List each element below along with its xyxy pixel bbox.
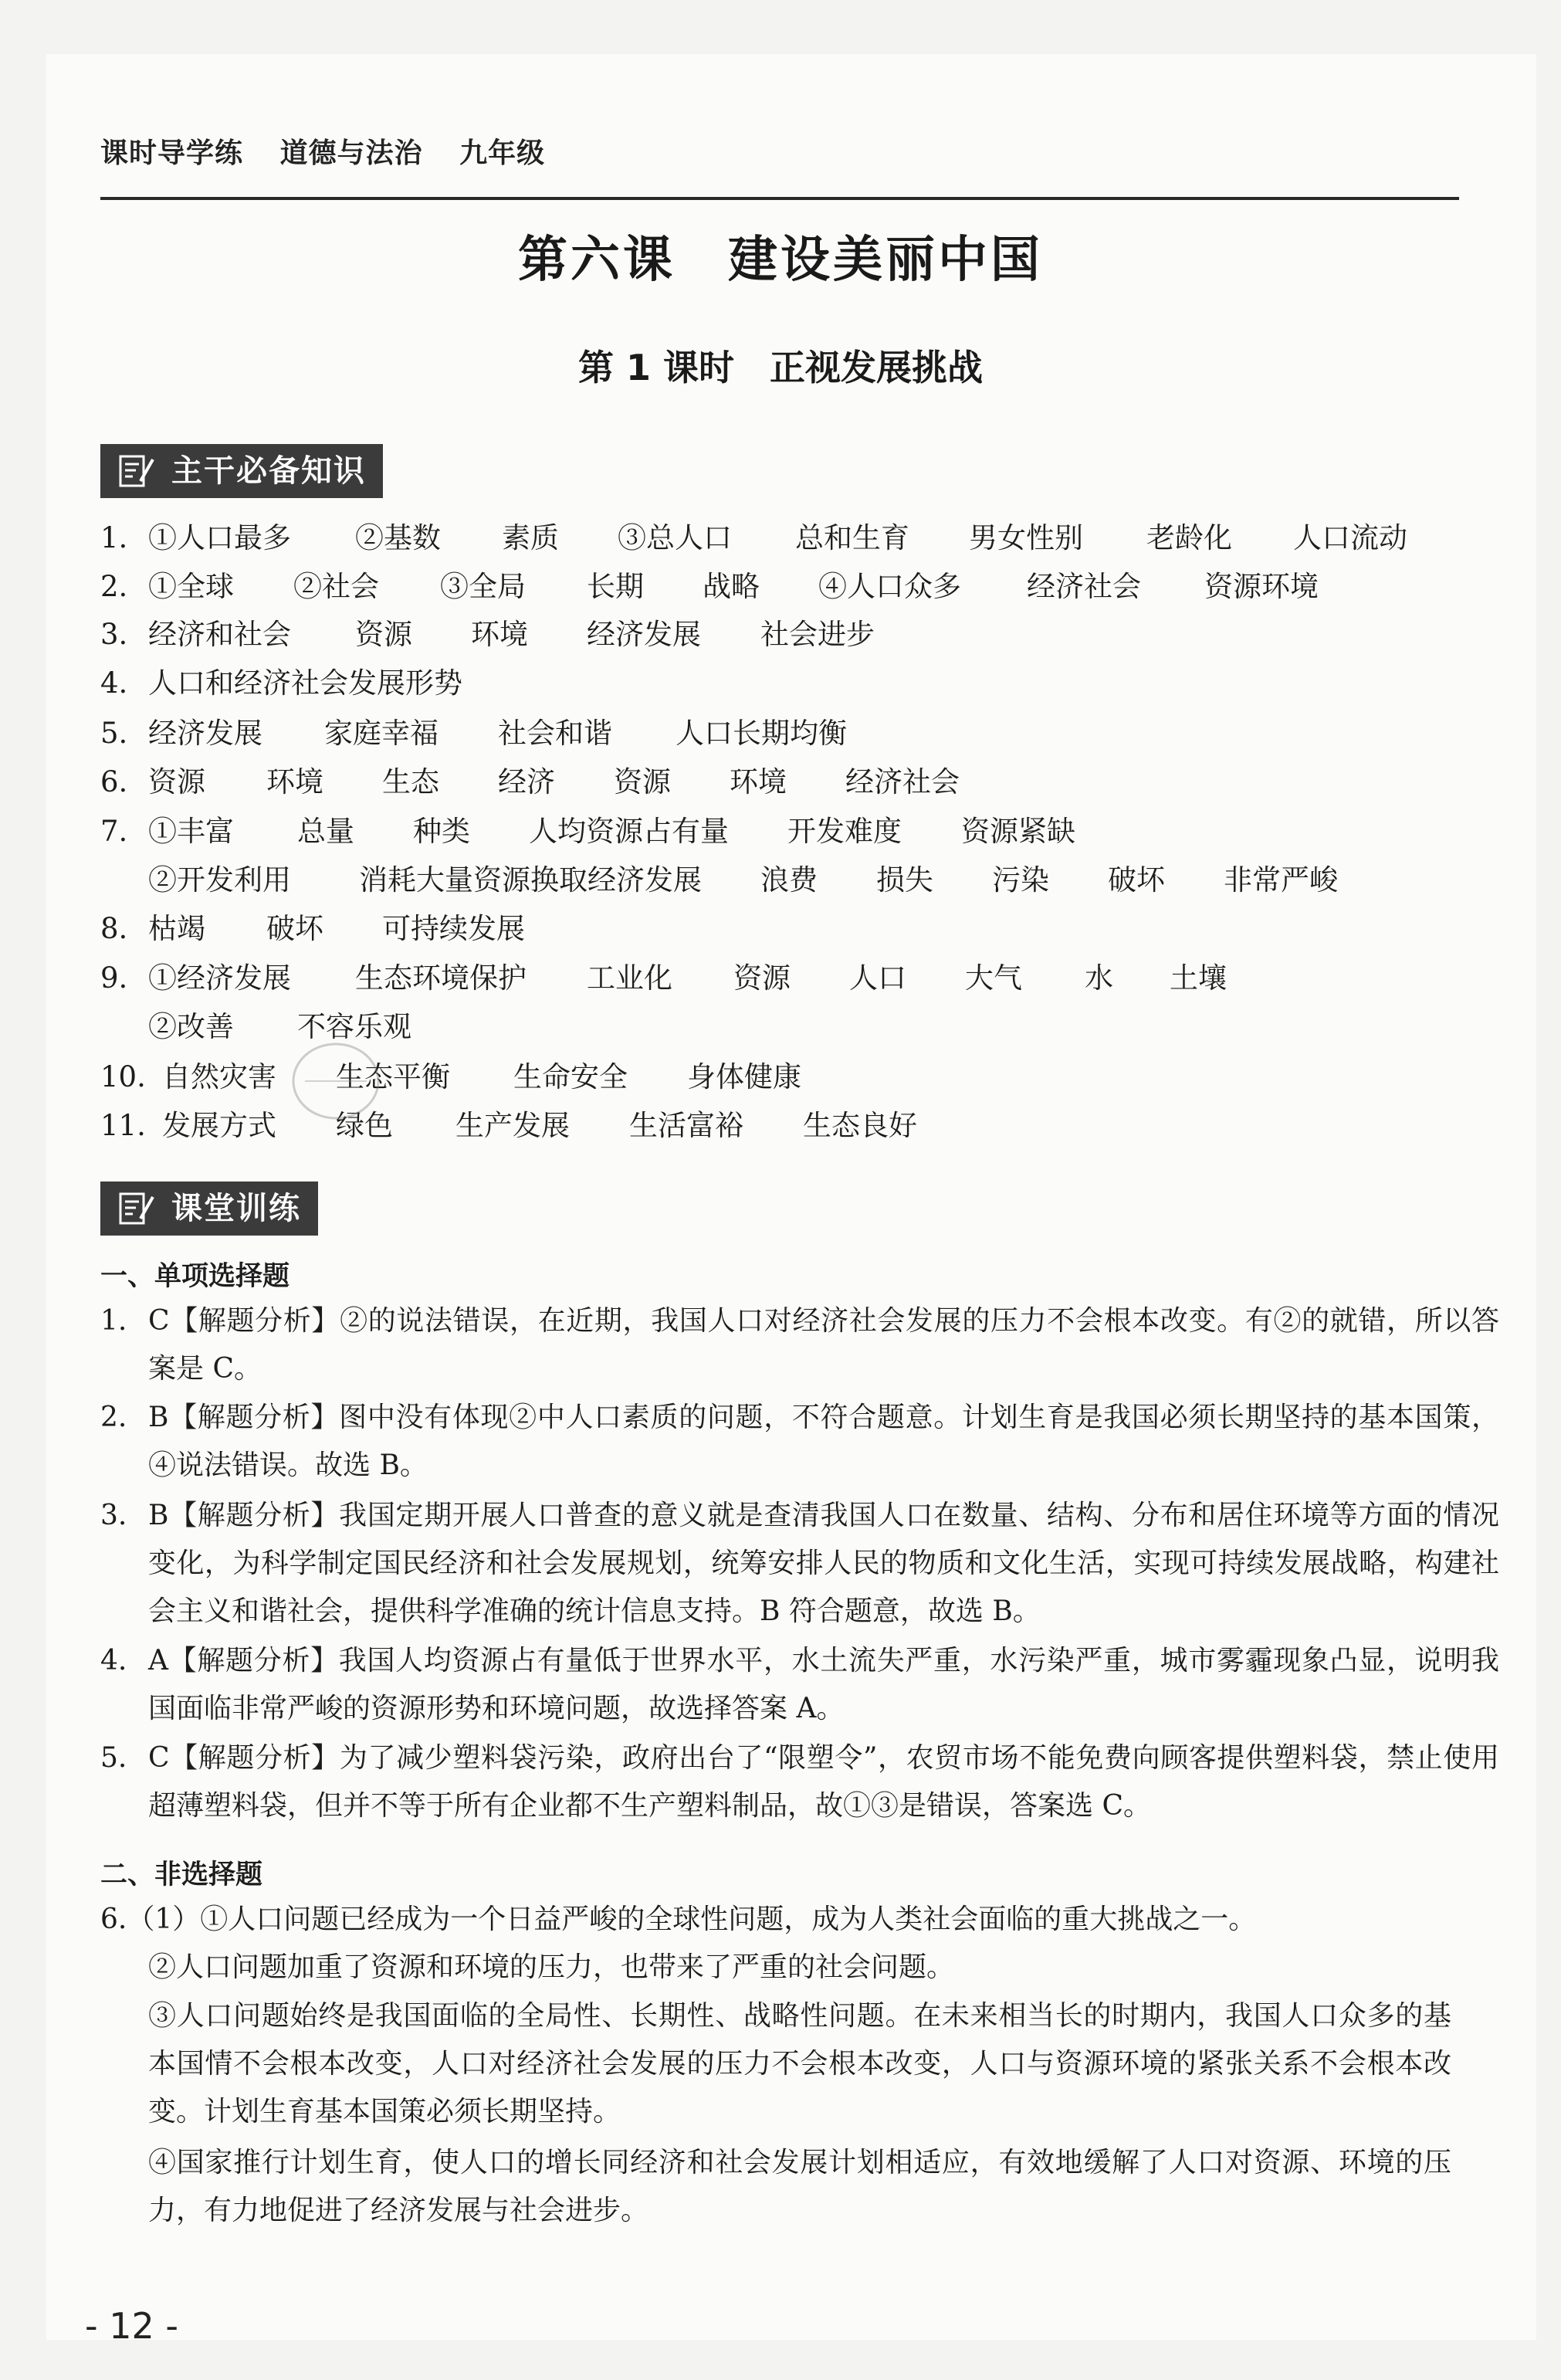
answer-text: C【解题分析】为了减少塑料袋污染，政府出台了“限塑令”，农贸市场不能免费向顾客提供塑料袋，禁止使用超薄塑料袋，但并不等于所有企业都不生产塑料制品，故①③是错误，答案选 C。 bbox=[148, 1742, 1499, 1822]
notebook-pen-icon bbox=[117, 1191, 157, 1226]
q6-point-3: ③人口问题始终是我国面临的全局性、长期性、战略性问题。在未来相当长的时期内，我国人口众多的基本国情不会根本改变，人口对经济社会发展的压力不会根本改变，人口与资源环境的紧张关系不会根本改变。计划生育基本国策必须长期坚持。 bbox=[148, 2000, 1451, 2127]
knowledge-row-2 bbox=[100, 568, 1319, 606]
answer-item: 人均资源占有量 bbox=[529, 815, 729, 848]
knowledge-row-9b bbox=[100, 1008, 411, 1046]
answer-item: 资源 bbox=[614, 765, 671, 798]
answer-item: 环境 bbox=[266, 765, 323, 798]
answer-item: 身体健康 bbox=[687, 1060, 801, 1093]
knowledge-row-6 bbox=[100, 763, 960, 802]
answer-item: 生态环境保护 bbox=[355, 961, 527, 995]
answer-item: 不容乐观 bbox=[297, 1010, 411, 1043]
answer-item: 污染 bbox=[992, 863, 1049, 897]
answer-item: 生活富裕 bbox=[629, 1109, 743, 1142]
row-number: 11. bbox=[100, 1109, 146, 1142]
answer-item: 社会和谐 bbox=[498, 717, 612, 750]
answer-4 bbox=[100, 1637, 1499, 1733]
answer-item: 资源环境 bbox=[1204, 570, 1319, 603]
answer-item: 环境 bbox=[730, 765, 787, 798]
answer-item: 非常严峻 bbox=[1224, 863, 1338, 897]
answer-item: ①人口最多 bbox=[148, 521, 291, 554]
answer-item: 总量 bbox=[297, 815, 354, 848]
part1-heading: 一、单项选择题 bbox=[100, 1261, 290, 1292]
answer-item: 家庭幸福 bbox=[324, 717, 439, 750]
answer-item: 破坏 bbox=[266, 912, 323, 945]
answer-item: 绿色 bbox=[336, 1109, 393, 1142]
knowledge-row-3 bbox=[100, 615, 875, 654]
header-series: 课时导学练 bbox=[100, 137, 244, 169]
answer-item: 生命安全 bbox=[513, 1060, 628, 1093]
answer-item: 生态平衡 bbox=[336, 1060, 450, 1093]
row-number: 4. bbox=[100, 666, 128, 700]
answer-item: 工业化 bbox=[587, 961, 672, 995]
section-banner-knowledge bbox=[100, 444, 383, 498]
answer-item: ②改善 bbox=[148, 1010, 234, 1043]
answer-item: 浪费 bbox=[760, 863, 818, 897]
answer-item: ②开发利用 bbox=[148, 863, 291, 897]
page-number: - 12 - bbox=[85, 2305, 178, 2347]
answer-item: 经济和社会 bbox=[148, 618, 291, 651]
knowledge-row-7b bbox=[100, 861, 1338, 900]
answer-item: 资源紧缺 bbox=[961, 815, 1075, 848]
row-number: 9. bbox=[100, 961, 128, 995]
row-number: 8. bbox=[100, 912, 128, 945]
answer-item: 破坏 bbox=[1108, 863, 1165, 897]
answer-number: 2. bbox=[100, 1402, 127, 1433]
answer-item: 素质 bbox=[502, 521, 559, 554]
answer-item: 人口流动 bbox=[1293, 521, 1407, 554]
answer-item: 人口长期均衡 bbox=[676, 717, 847, 750]
knowledge-row-1 bbox=[100, 519, 1407, 558]
q6-lead: 6.（1）①人口问题已经成为一个日益严峻的全球性问题，成为人类社会面临的重大挑战之一。 bbox=[100, 1904, 1257, 1935]
answer-item: 总和生育 bbox=[795, 521, 909, 554]
answer-item: 大气 bbox=[965, 961, 1022, 995]
answer-item: 经济社会 bbox=[845, 765, 960, 798]
section-title-practice: 课堂训练 bbox=[171, 1191, 301, 1226]
answer-item: 男女性别 bbox=[969, 521, 1083, 554]
faint-stamp-mark bbox=[286, 1035, 386, 1127]
header-grade: 九年级 bbox=[459, 137, 546, 169]
answer-number: 5. bbox=[100, 1742, 127, 1774]
lesson-title: 第 1 课时 正视发展挑战 bbox=[577, 347, 984, 388]
answer-item: ④人口众多 bbox=[818, 570, 961, 603]
answer-text: C【解题分析】②的说法错误，在近期，我国人口对经济社会发展的压力不会根本改变。有②的就错，所以答案是 C。 bbox=[148, 1305, 1499, 1385]
row-number: 7. bbox=[100, 815, 128, 848]
row-number: 6. bbox=[100, 765, 128, 798]
answer-number: 1. bbox=[100, 1305, 127, 1337]
answer-item: 水 bbox=[1085, 961, 1113, 995]
answer-item: 资源 bbox=[148, 765, 205, 798]
answer-item: 资源 bbox=[733, 961, 791, 995]
answer-item: 发展方式 bbox=[162, 1109, 276, 1142]
answer-item: 可持续发展 bbox=[382, 912, 525, 945]
knowledge-row-5 bbox=[100, 714, 847, 753]
answer-item: 经济发展 bbox=[587, 618, 701, 651]
answer-item: ③全局 bbox=[440, 570, 526, 603]
knowledge-row-11 bbox=[100, 1107, 917, 1145]
answer-item: 消耗大量资源换取经济发展 bbox=[359, 863, 702, 897]
answer-item: ③总人口 bbox=[618, 521, 732, 554]
answer-item: 资源 bbox=[355, 618, 412, 651]
row-number: 5. bbox=[100, 717, 128, 750]
answer-text: A【解题分析】我国人均资源占有量低于世界水平，水土流失严重，水污染严重，城市雾霾现象凸显，说明我国面临非常严峻的资源形势和环境问题，故选择答案 A。 bbox=[148, 1645, 1499, 1724]
answer-item: 种类 bbox=[413, 815, 470, 848]
answer-item: 损失 bbox=[876, 863, 933, 897]
row-number: 1. bbox=[100, 521, 128, 554]
answer-number: 3. bbox=[100, 1500, 127, 1531]
answer-3 bbox=[100, 1492, 1499, 1636]
row-number: 2. bbox=[100, 570, 128, 603]
section-banner-practice bbox=[100, 1182, 318, 1236]
running-header bbox=[100, 131, 571, 171]
answer-item: ②基数 bbox=[355, 521, 441, 554]
answer-number: 4. bbox=[100, 1645, 127, 1677]
answer-item: 长期 bbox=[587, 570, 644, 603]
answer-item: 人口 bbox=[849, 961, 906, 995]
q6-point-4: ④国家推行计划生育，使人口的增长同经济和社会发展计划相适应，有效地缓解了人口对资源、环境的压力，有力地促进了经济发展与社会进步。 bbox=[148, 2147, 1451, 2226]
answer-item: 开发难度 bbox=[787, 815, 902, 848]
part2-heading: 二、非选择题 bbox=[100, 1860, 263, 1890]
answer-item: ②社会 bbox=[293, 570, 379, 603]
answer-item: 生态 bbox=[382, 765, 439, 798]
answer-item: 自然灾害 bbox=[162, 1060, 276, 1093]
answer-item: 经济 bbox=[498, 765, 555, 798]
chapter-title: 第六课 建设美丽中国 bbox=[518, 231, 1043, 289]
answer-item: 经济社会 bbox=[1027, 570, 1141, 603]
knowledge-row-4 bbox=[100, 664, 462, 703]
answer-item: 环境 bbox=[471, 618, 528, 651]
answer-item: ①丰富 bbox=[148, 815, 234, 848]
answer-item: 枯竭 bbox=[148, 912, 205, 945]
header-subject: 道德与法治 bbox=[279, 137, 423, 169]
answer-item: 老龄化 bbox=[1146, 521, 1232, 554]
answer-item: ①全球 bbox=[148, 570, 234, 603]
q6-point-2: ②人口问题加重了资源和环境的压力，也带来了严重的社会问题。 bbox=[148, 1951, 955, 1983]
notebook-pen-icon bbox=[117, 453, 157, 489]
answer-item: 生产发展 bbox=[455, 1109, 570, 1142]
answer-text: B【解题分析】我国定期开展人口普查的意义就是查清我国人口在数量、结构、分布和居住环境等方面的情况变化，为科学制定国民经济和社会发展规划，统筹安排人民的物质和文化生活，实现可持续发展战略，构建社会主义和谐社会，提供科学准确的统计信息支持。B 符合题意，故选 B。 bbox=[148, 1500, 1499, 1627]
answer-item: ①经济发展 bbox=[148, 961, 291, 995]
answer-item: 生态良好 bbox=[803, 1109, 917, 1142]
answer-item: 战略 bbox=[703, 570, 760, 603]
answer-item: 经济发展 bbox=[148, 717, 262, 750]
answer-item: 社会进步 bbox=[760, 618, 875, 651]
answer-item: 土壤 bbox=[1170, 961, 1227, 995]
section-title-knowledge: 主干必备知识 bbox=[171, 453, 366, 489]
row-number: 3. bbox=[100, 618, 128, 651]
header-rule bbox=[100, 197, 1459, 200]
row-number: 10. bbox=[100, 1060, 146, 1093]
knowledge-row-7 bbox=[100, 812, 1075, 851]
knowledge-row-8 bbox=[100, 910, 525, 948]
answer-5 bbox=[100, 1734, 1499, 1830]
answer-2 bbox=[100, 1394, 1499, 1490]
answer-1 bbox=[100, 1297, 1499, 1393]
knowledge-row-10 bbox=[100, 1058, 801, 1097]
answer-text: B【解题分析】图中没有体现②中人口素质的问题，不符合题意。计划生育是我国必须长期坚持的基本国策，④说法错误。故选 B。 bbox=[148, 1402, 1499, 1481]
answer-item: 人口和经济社会发展形势 bbox=[148, 666, 462, 700]
knowledge-row-9 bbox=[100, 959, 1227, 998]
